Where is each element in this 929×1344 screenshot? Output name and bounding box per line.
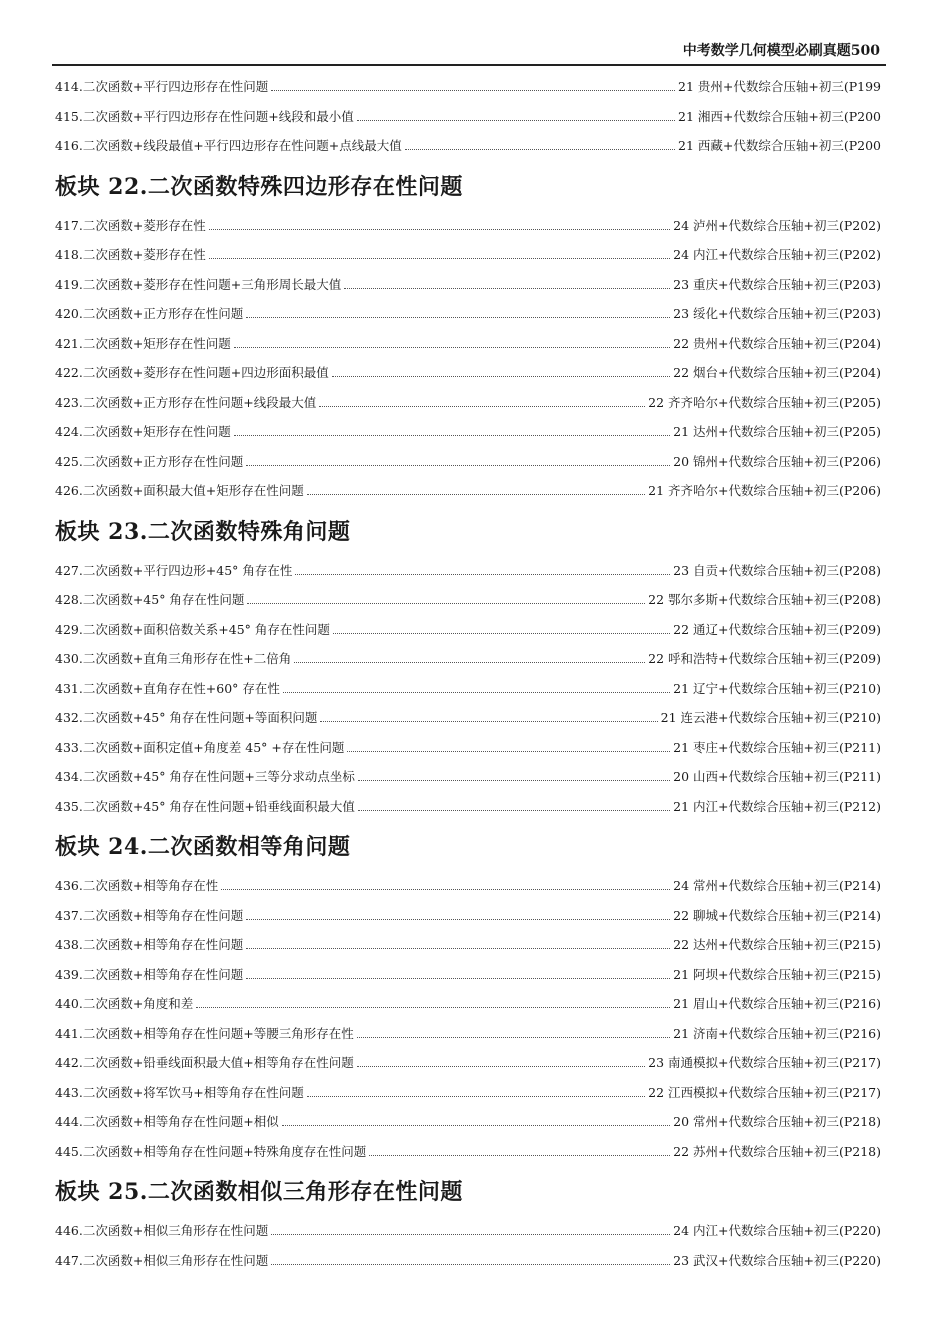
entry-source: 21 枣庄+代数综合压轴+初三(P211)	[673, 739, 881, 755]
entry-source: 23 自贡+代数综合压轴+初三(P208)	[673, 562, 881, 578]
toc-entry[interactable]	[55, 417, 881, 447]
dot-leader	[357, 1066, 645, 1067]
dot-leader	[307, 494, 645, 495]
entry-title: 419.二次函数+菱形存在性问题+三角形周长最大值	[55, 276, 342, 292]
entry-source: 21 连云港+代数综合压轴+初三(P210)	[660, 710, 881, 725]
entry-source: 21 齐齐哈尔+代数综合压轴+初三(P206)	[648, 483, 881, 498]
entry-title: 428.二次函数+45° 角存在性问题	[55, 592, 245, 607]
dot-leader	[347, 751, 670, 752]
entry-source: 23 南通模拟+代数综合压轴+初三(P217)	[648, 1055, 881, 1070]
toc-entry[interactable]	[55, 358, 881, 388]
entry-source: 23 武汉+代数综合压轴+初三(P220)	[673, 1252, 881, 1268]
entry-source: 22 贵州+代数综合压轴+初三(P204)	[673, 335, 881, 351]
entry-source: 21 西藏+代数综合压轴+初三(P200	[678, 138, 881, 153]
dot-leader	[247, 603, 645, 604]
entry-source: 21 阿坝+代数综合压轴+初三(P215)	[673, 966, 881, 982]
dot-leader	[405, 149, 675, 150]
toc-entry[interactable]	[55, 270, 881, 300]
toc-entry[interactable]	[55, 1137, 881, 1167]
entry-source: 22 聊城+代数综合压轴+初三(P214)	[673, 907, 881, 923]
entry-title: 420.二次函数+正方形存在性问题	[55, 306, 244, 321]
toc-entry[interactable]	[55, 476, 881, 506]
entry-title: 440.二次函数+角度和差	[55, 996, 194, 1011]
dot-leader	[209, 258, 670, 259]
entry-source: 20 锦州+代数综合压轴+初三(P206)	[673, 453, 881, 469]
entry-title: 426.二次函数+面积最大值+矩形存在性问题	[55, 483, 304, 498]
toc-entry[interactable]	[55, 901, 881, 931]
toc-entry[interactable]	[55, 1048, 881, 1078]
toc-entry[interactable]	[55, 703, 881, 733]
dot-leader	[357, 1037, 670, 1038]
dot-leader	[246, 948, 670, 949]
entry-title: 424.二次函数+矩形存在性问题	[55, 424, 231, 439]
entry-source: 24 常州+代数综合压轴+初三(P214)	[673, 878, 881, 893]
toc-entry[interactable]	[55, 585, 881, 615]
entry-source: 24 内江+代数综合压轴+初三(P202)	[673, 247, 881, 262]
dot-leader	[319, 406, 645, 407]
entry-title: 447.二次函数+相似三角形存在性问题	[55, 1252, 269, 1268]
entry-title: 443.二次函数+将军饮马+相等角存在性问题	[55, 1084, 304, 1100]
dot-leader	[234, 435, 670, 436]
entry-title: 445.二次函数+相等角存在性问题+特殊角度存在性问题	[55, 1143, 367, 1159]
entry-source: 24 内江+代数综合压轴+初三(P220)	[673, 1223, 881, 1238]
toc-entry[interactable]	[55, 733, 881, 763]
entry-title: 441.二次函数+相等角存在性问题+等腰三角形存在性	[55, 1025, 354, 1041]
entry-source: 24 泸州+代数综合压轴+初三(P202)	[673, 217, 881, 233]
toc-entry[interactable]	[55, 211, 881, 241]
entry-title: 437.二次函数+相等角存在性问题	[55, 907, 244, 923]
entry-source: 21 内江+代数综合压轴+初三(P212)	[673, 798, 881, 814]
entry-title: 423.二次函数+正方形存在性问题+线段最大值	[55, 394, 317, 410]
toc-entry[interactable]	[55, 644, 881, 674]
toc-entry[interactable]	[55, 1216, 881, 1246]
dot-leader	[295, 574, 670, 575]
section-heading: 板块 24.二次函数相等角问题	[55, 834, 351, 860]
dot-leader	[320, 721, 657, 722]
entry-title: 418.二次函数+菱形存在性	[55, 247, 206, 262]
toc-entry[interactable]	[55, 240, 881, 270]
toc-entry[interactable]	[55, 960, 881, 990]
dot-leader	[209, 229, 670, 230]
dot-leader	[246, 978, 670, 979]
entry-title: 446.二次函数+相似三角形存在性问题	[55, 1223, 269, 1238]
toc-entry[interactable]	[55, 299, 881, 329]
entry-title: 434.二次函数+45° 角存在性问题+三等分求动点坐标	[55, 769, 355, 784]
entry-title: 425.二次函数+正方形存在性问题	[55, 453, 244, 469]
entry-source: 21 湘西+代数综合压轴+初三(P200	[678, 108, 881, 124]
dot-leader	[294, 662, 645, 663]
entry-title: 417.二次函数+菱形存在性	[55, 217, 206, 233]
entry-source: 23 绥化+代数综合压轴+初三(P203)	[673, 306, 881, 321]
entry-source: 22 达州+代数综合压轴+初三(P215)	[673, 937, 881, 952]
entry-title: 422.二次函数+菱形存在性问题+四边形面积最值	[55, 365, 329, 380]
dot-leader	[333, 633, 670, 634]
toc-entry[interactable]	[55, 1019, 881, 1049]
toc-entry[interactable]	[55, 556, 881, 586]
toc-entry[interactable]	[55, 447, 881, 477]
dot-leader	[358, 780, 670, 781]
toc-entry[interactable]	[55, 1107, 881, 1137]
entry-title: 435.二次函数+45° 角存在性问题+铅垂线面积最大值	[55, 798, 355, 814]
dot-leader	[234, 347, 670, 348]
toc-entry[interactable]	[55, 615, 881, 645]
dot-leader	[283, 692, 670, 693]
entry-source: 22 鄂尔多斯+代数综合压轴+初三(P208)	[648, 592, 881, 607]
page-header-title: 中考数学几何模型必刷真题500	[682, 43, 880, 59]
dot-leader	[332, 376, 670, 377]
dot-leader	[246, 317, 670, 318]
dot-leader	[271, 1234, 670, 1235]
entry-source: 22 烟台+代数综合压轴+初三(P204)	[673, 365, 881, 380]
entry-title: 439.二次函数+相等角存在性问题	[55, 966, 244, 982]
toc-entry[interactable]	[55, 792, 881, 822]
entry-source: 22 江西模拟+代数综合压轴+初三(P217)	[648, 1084, 881, 1100]
entry-title: 438.二次函数+相等角存在性问题	[55, 937, 244, 952]
entry-title: 436.二次函数+相等角存在性	[55, 878, 219, 893]
toc-entry[interactable]	[55, 930, 881, 960]
dot-leader	[271, 1264, 670, 1265]
entry-title: 432.二次函数+45° 角存在性问题+等面积问题	[55, 710, 318, 725]
dot-leader	[246, 919, 670, 920]
toc-entry[interactable]	[55, 329, 881, 359]
entry-source: 21 眉山+代数综合压轴+初三(P216)	[673, 996, 881, 1011]
section-heading: 板块 22.二次函数特殊四边形存在性问题	[55, 173, 463, 200]
toc-entry[interactable]	[55, 989, 881, 1019]
entry-title: 431.二次函数+直角存在性+60° 存在性	[55, 680, 280, 696]
entry-title: 430.二次函数+直角三角形存在性+二倍角	[55, 651, 292, 666]
entry-source: 22 齐齐哈尔+代数综合压轴+初三(P205)	[648, 394, 881, 410]
toc-entry[interactable]	[55, 1078, 881, 1108]
dot-leader	[196, 1007, 670, 1008]
toc-entry[interactable]	[55, 871, 881, 901]
entry-source: 22 苏州+代数综合压轴+初三(P218)	[673, 1143, 881, 1159]
entry-title: 414.二次函数+平行四边形存在性问题	[55, 79, 269, 94]
dot-leader	[271, 90, 675, 91]
entry-source: 21 贵州+代数综合压轴+初三(P199	[678, 79, 881, 94]
entry-source: 22 呼和浩特+代数综合压轴+初三(P209)	[648, 651, 881, 666]
toc-entry[interactable]	[55, 72, 881, 102]
entry-title: 421.二次函数+矩形存在性问题	[55, 335, 231, 351]
entry-title: 415.二次函数+平行四边形存在性问题+线段和最小值	[55, 108, 354, 124]
entry-source: 21 济南+代数综合压轴+初三(P216)	[673, 1025, 881, 1041]
dot-leader	[344, 288, 670, 289]
header-rule	[52, 64, 886, 66]
table-of-contents	[55, 72, 881, 1275]
entry-title: 433.二次函数+面积定值+角度差 45° +存在性问题	[55, 739, 345, 755]
dot-leader	[282, 1125, 670, 1126]
dot-leader	[369, 1155, 670, 1156]
entry-title: 429.二次函数+面积倍数关系+45° 角存在性问题	[55, 621, 330, 637]
toc-entry[interactable]	[55, 388, 881, 418]
entry-source: 21 辽宁+代数综合压轴+初三(P210)	[673, 680, 881, 696]
dot-leader	[357, 120, 675, 121]
section-heading: 板块 23.二次函数特殊角问题	[55, 518, 351, 545]
toc-entry[interactable]	[55, 102, 881, 132]
entry-source: 21 达州+代数综合压轴+初三(P205)	[673, 424, 881, 439]
entry-source: 20 常州+代数综合压轴+初三(P218)	[673, 1114, 881, 1129]
entry-source: 22 通辽+代数综合压轴+初三(P209)	[673, 621, 881, 637]
entry-source: 20 山西+代数综合压轴+初三(P211)	[673, 769, 881, 784]
entry-source: 23 重庆+代数综合压轴+初三(P203)	[673, 276, 881, 292]
toc-entry[interactable]	[55, 131, 881, 161]
entry-title: 416.二次函数+线段最值+平行四边形存在性问题+点线最大值	[55, 138, 402, 153]
toc-entry[interactable]	[55, 674, 881, 704]
toc-entry[interactable]	[55, 762, 881, 792]
dot-leader	[221, 889, 670, 890]
toc-entry[interactable]	[55, 1246, 881, 1276]
entry-title: 444.二次函数+相等角存在性问题+相似	[55, 1114, 279, 1129]
entry-title: 427.二次函数+平行四边形+45° 角存在性	[55, 562, 293, 578]
dot-leader	[358, 810, 670, 811]
dot-leader	[307, 1096, 645, 1097]
dot-leader	[246, 465, 670, 466]
entry-title: 442.二次函数+铅垂线面积最大值+相等角存在性问题	[55, 1055, 354, 1070]
section-heading: 板块 25.二次函数相似三角形存在性问题	[55, 1179, 463, 1205]
